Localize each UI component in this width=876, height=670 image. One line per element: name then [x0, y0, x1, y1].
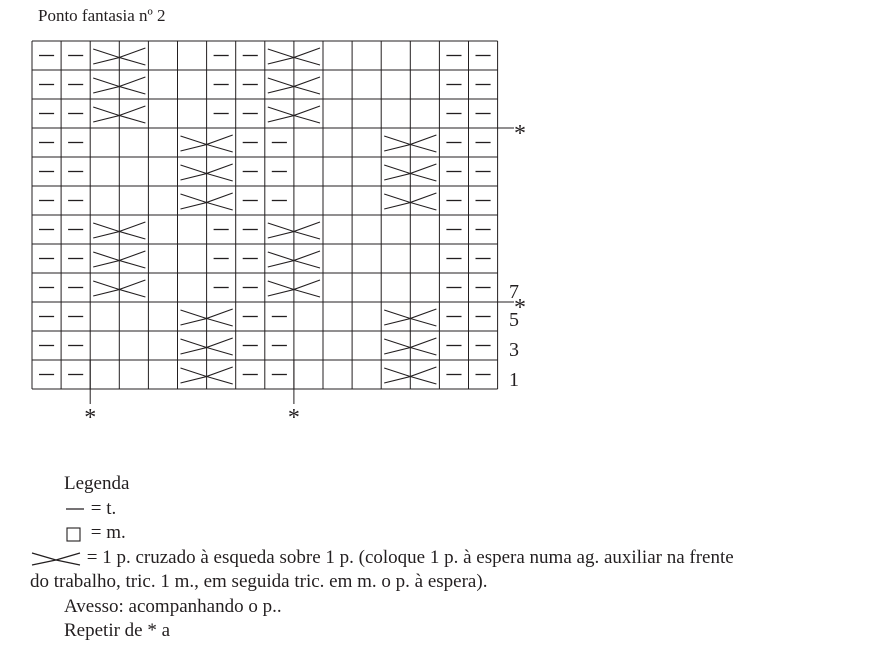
- cross-left-icon: [268, 107, 294, 122]
- cross-left-icon: [294, 222, 320, 239]
- cross-left-icon: [294, 48, 320, 65]
- cross-left-icon: [181, 194, 207, 209]
- purl-dash-icon: [64, 502, 86, 516]
- cross-left-icon: [93, 78, 119, 93]
- legend-heading: Legenda: [64, 473, 130, 494]
- cross-left-icon: [268, 49, 294, 64]
- cross-left-icon: [207, 193, 233, 210]
- cross-left-icon: [93, 107, 119, 122]
- cross-left-icon: [207, 367, 233, 384]
- cross-left-icon: [207, 164, 233, 181]
- legend-item-continued: do trabalho, tric. 1 m., em seguida tric. em m. o p. à espera).: [30, 571, 488, 592]
- legend-item-text: = 1 p. cruzado à esqueda sobre 1 p. (coloque 1 p. à espera numa ag. auxiliar na frente: [86, 546, 734, 568]
- cross-left-icon: [268, 78, 294, 93]
- cross-left-icon: [181, 339, 207, 354]
- cross-left-icon: [294, 106, 320, 123]
- legend-item-cross: [30, 546, 734, 571]
- page-title: Ponto fantasia nº 2: [38, 6, 166, 25]
- cross-left-icon: [384, 194, 410, 209]
- cross-left-icon: [410, 367, 436, 384]
- row-number: 5: [509, 309, 519, 331]
- cross-left-icon: [384, 368, 410, 383]
- legend-item-purl: [64, 497, 734, 522]
- cross-left-icon: [410, 193, 436, 210]
- legend-item-knit: [64, 521, 734, 546]
- cross-left-icon: [410, 309, 436, 326]
- cross-left-icon: [410, 164, 436, 181]
- cross-left-icon: [181, 136, 207, 151]
- cross-left-icon: [181, 368, 207, 383]
- cross-left-icon: [181, 310, 207, 325]
- cross-left-icon: [30, 550, 82, 566]
- repeat-marker: *: [514, 121, 526, 147]
- cross-left-icon: [268, 252, 294, 267]
- cross-left-icon: [294, 280, 320, 297]
- cross-left-icon: [410, 135, 436, 152]
- cross-left-icon: [93, 223, 119, 238]
- cross-left-icon: [119, 280, 145, 297]
- cross-left-icon: [384, 136, 410, 151]
- repeat-marker: *: [287, 405, 300, 431]
- cross-left-icon: [93, 49, 119, 64]
- cross-left-icon: [384, 165, 410, 180]
- cross-left-icon: [268, 281, 294, 296]
- knit-square-icon: [64, 526, 86, 542]
- row-number: 7: [509, 281, 519, 303]
- cross-left-icon: [384, 310, 410, 325]
- legend-item-text: = t.: [90, 497, 117, 519]
- cross-left-icon: [119, 251, 145, 268]
- cross-left-icon: [119, 48, 145, 65]
- repeat-marker: *: [514, 295, 526, 321]
- cross-left-icon: [294, 77, 320, 94]
- legend: [30, 472, 734, 644]
- legend-repeat-note: Repetir de * a: [64, 620, 171, 641]
- legend-item-text: = m.: [90, 522, 126, 543]
- cross-left-icon: [268, 223, 294, 238]
- row-number: 1: [509, 369, 519, 391]
- cross-left-icon: [207, 309, 233, 326]
- cross-left-icon: [294, 251, 320, 268]
- cross-left-icon: [93, 281, 119, 296]
- cross-left-icon: [207, 338, 233, 355]
- cross-left-icon: [207, 135, 233, 152]
- cross-left-icon: [93, 252, 119, 267]
- repeat-marker: *: [84, 405, 97, 431]
- cross-left-icon: [119, 77, 145, 94]
- cross-left-icon: [181, 165, 207, 180]
- cross-left-icon: [119, 106, 145, 123]
- cross-left-icon: [410, 338, 436, 355]
- legend-reverse-note: Avesso: acompanhando o p..: [64, 595, 282, 617]
- row-number: 3: [509, 339, 519, 361]
- cross-left-icon: [119, 222, 145, 239]
- cross-left-icon: [384, 339, 410, 354]
